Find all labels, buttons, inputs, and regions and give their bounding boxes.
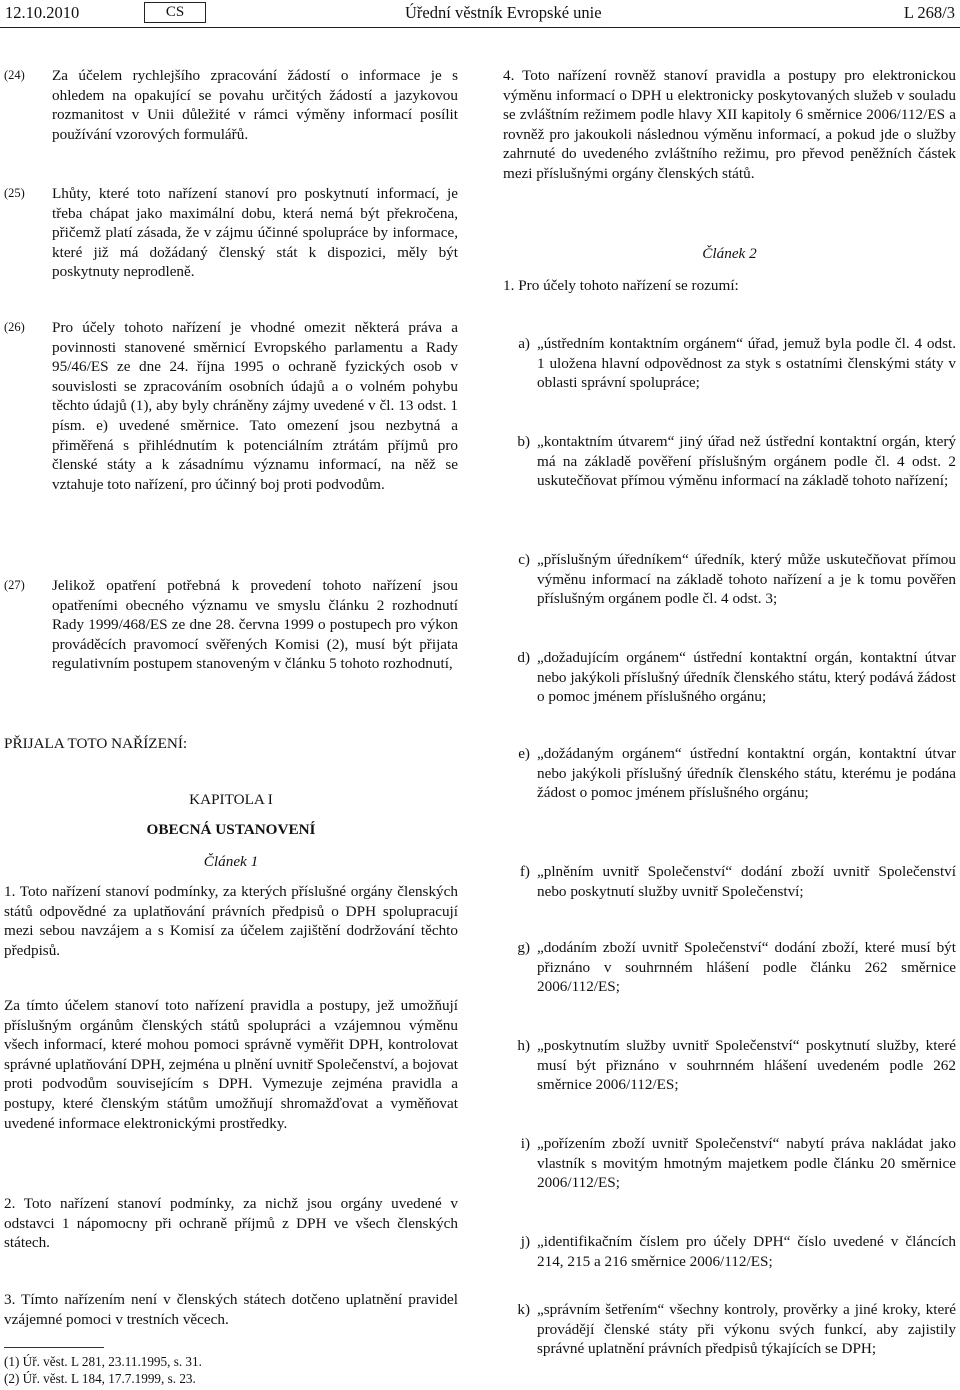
definition-label: i) (520, 1135, 530, 1152)
definition-label: j) (520, 1233, 530, 1250)
article-1-para-4: 4. Toto nařízení rovněž stanoví pravidla a postupy pro elektronickou výměnu informací o DPH u elektronicky poskytovaných služeb v souladu se zvláštním režimem podle hlavy XII kapitoly 6 směrnice 2006/112/ES a rovněž pro jakoukoli následnou výměnu informací, a pokud jde o služby zahrnuté do uvedeného zvláštního režimu, pro převod peněžních částek mezi příslušnými orgány členských států. (503, 67, 956, 182)
definition-e (503, 744, 956, 803)
article-1-para-1b: Za tímto účelem stanoví toto nařízení pravidla a postupy, jež umožňují příslušným orgánům členských států spolupráci a vzájemnou výměnu všech informací, které mohou pomoci správně vyměřit DPH, kontrolovat správné uplatňování DPH, zejména u plnění uvnitř Společenství, a bojovat proti podvodům souvisejícím s DPH. Vymezuje zejména pravidla a postupy, které členským státům umožňují shromažďovat a vyměňovat uvedené informace elektronickými prostředky. (4, 997, 458, 1132)
article-1-para-1: 1. Toto nařízení stanoví podmínky, za kterých příslušné orgány členských států odpovědné za uplatňování právních předpisů o DPH spolupracují mezi sebou navzájem a s Komisí za účelem zajištění dodržování těchto předpisů. (4, 883, 458, 959)
recital-number: (26) (4, 320, 25, 334)
recital-text: Lhůty, které toto nařízení stanoví pro poskytnutí informací, je třeba chápat jako maximální dobu, která nemá být překročena, přičemž platí zásada, že v zájmu účinné spolupráce by informace, které již má dožádaný členský stát k dispozici, měly být poskytnuty neprodleně. (52, 185, 458, 281)
definition-i (503, 1134, 956, 1193)
definition-h (503, 1036, 956, 1095)
article-2-heading: Článek 2 (702, 245, 757, 262)
definition-label: d) (517, 649, 530, 666)
article-1-heading: Článek 1 (203, 853, 259, 870)
definition-f (503, 862, 956, 901)
footnote-2: (2) Úř. věst. L 184, 17.7.1999, s. 23. (4, 1371, 196, 1386)
definition-k (503, 1300, 956, 1359)
footnote-rule (4, 1347, 104, 1348)
language-badge: CS (144, 2, 206, 23)
adoption-formula: PŘIJALA TOTO NAŘÍZENÍ: (4, 735, 188, 752)
page-header (5, 2, 955, 24)
definition-label: k) (517, 1301, 530, 1318)
definition-label: h) (517, 1037, 530, 1054)
definition-d (503, 648, 956, 707)
definition-text: „příslušným úředníkem“ úředník, který může uskutečňovat přímou výměnu informací na základě tohoto nařízení a je k tomu pověřen příslušným orgánem podle čl. 4 odst. 3; (537, 551, 956, 608)
recital-25 (4, 184, 458, 282)
definition-label: f) (519, 863, 530, 880)
page-reference: L 268/3 (903, 3, 955, 22)
definition-text: „kontaktním útvarem“ jiný úřad než ústřední kontaktní orgán, který má na základě pověření příslušným orgánem podle čl. 4 odst. 2 uskutečňovat přímou výměnu informací na základě tohoto nařízení; (537, 433, 956, 490)
article-1-para-3: 3. Tímto nařízením není v členských státech dotčeno uplatnění pravidel vzájemné pomoci v trestních věcech. (4, 1291, 458, 1328)
journal-title: Úřední věstník Evropské unie (405, 3, 602, 22)
recital-number: (25) (4, 186, 25, 200)
recital-26 (4, 318, 458, 494)
recital-number: (24) (4, 68, 25, 82)
definition-label: e) (518, 745, 530, 762)
definition-text: „poskytnutím služby uvnitř Společenství“ poskytnutí služby, které musí být přiznáno v souhrnném hlášení uvedeném podle 262 směrnice 2006/112/ES; (537, 1037, 956, 1094)
definition-label: g) (517, 939, 530, 956)
definition-a (503, 334, 956, 393)
definition-text: „pořízením zboží uvnitř Společenství“ nabytí práva nakládat jako vlastník s movitým hmotným majetkem podle článku 20 směrnice 2006/112/ES; (537, 1135, 956, 1192)
article-2-intro: 1. Pro účely tohoto nařízení se rozumí: (503, 277, 739, 294)
definition-label: b) (517, 433, 530, 450)
chapter-heading: KAPITOLA I (189, 791, 273, 808)
chapter-title: OBECNÁ USTANOVENÍ (146, 821, 316, 838)
definition-j (503, 1232, 956, 1271)
article-1-para-2: 2. Toto nařízení stanoví podmínky, za nichž jsou orgány uvedené v odstavci 1 nápomocny při ochraně příjmů z DPH ve všech členských státech. (4, 1195, 458, 1252)
header-date: 12.10.2010 (5, 3, 80, 22)
definition-label: c) (518, 551, 530, 568)
recital-27 (4, 576, 458, 674)
recital-number: (27) (4, 578, 25, 592)
definition-text: „dožádaným orgánem“ ústřední kontaktní orgán, kontaktní útvar nebo jakýkoli příslušný úředník členského státu, kterému je podána žádost o pomoc jménem příslušného orgánu; (537, 745, 956, 802)
definition-c (503, 550, 956, 609)
recital-text: Pro účely tohoto nařízení je vhodné omezit některá práva a povinnosti stanovené směrnicí Evropského parlamentu a Rady 95/46/ES ze dne 24. října 1995 o ochraně fyzických osob v souvislosti se zpracováním osobních údajů a o volném pohybu těchto údajů (1), aby byly chráněny zájmy uvedené v čl. 13 odst. 1 písm. e) uvedené směrnice. Tato omezení jsou nezbytná a přiměřená s přihlédnutím k potenciálním ztrátám příjmů pro členské státy a k zásadnímu významu informací, na něž se vztahuje toto nařízení, pro účinný boj proti podvodům. (52, 319, 458, 493)
recital-text: Jelikož opatření potřebná k provedení tohoto nařízení jsou opatřeními obecného významu ve smyslu článku 2 rozhodnutí Rady 1999/468/ES ze dne 28. června 1999 o postupech pro výkon prováděcích pravomocí svěřených Komisi (2), musí být přijata regulativním postupem stanoveným v článku 5 tohoto rozhodnutí, (52, 577, 458, 673)
definition-label: a) (518, 335, 530, 352)
definition-text: „dožadujícím orgánem“ ústřední kontaktní orgán, kontaktní útvar nebo jakýkoli příslušný úředník členského státu, který podává žádost o pomoc jménem příslušného orgánu; (537, 649, 956, 706)
recital-text: Za účelem rychlejšího zpracování žádostí o informace je s ohledem na opakující se povahu určitých žádostí a jazykovou rozmanitost v Unii důležité v rámci výměny informací posílit používání vzorových formulářů. (52, 67, 458, 143)
definition-b (503, 432, 956, 491)
definition-text: „správním šetřením“ všechny kontroly, prověrky a jiné kroky, které provádějí členské státy při výkonu svých funkcí, aby zajistily správné uplatnění právních předpisů týkajících se DPH; (537, 1301, 956, 1358)
definition-g (503, 938, 956, 997)
definition-text: „dodáním zboží uvnitř Společenství“ dodání zboží, které musí být přiznáno v souhrnném hlášení podle článku 262 směrnice 2006/112/ES; (537, 939, 956, 996)
definition-text: „ústředním kontaktním orgánem“ úřad, jemuž byla podle čl. 4 odst. 1 uložena hlavní odpovědnost za styk s ostatními členskými státy v oblasti správní spolupráce; (537, 335, 956, 392)
definition-text: „identifikačním číslem pro účely DPH“ číslo uvedené v článcích 214, 215 a 216 směrnice 2006/112/ES; (537, 1233, 956, 1270)
recital-24 (4, 66, 458, 144)
footnote-1: (1) Úř. věst. L 281, 23.11.1995, s. 31. (4, 1354, 202, 1369)
definition-text: „plněním uvnitř Společenství“ dodání zboží uvnitř Společenství nebo poskytnutí služby uvnitř Společenství; (537, 863, 956, 900)
header-rule (0, 27, 960, 28)
